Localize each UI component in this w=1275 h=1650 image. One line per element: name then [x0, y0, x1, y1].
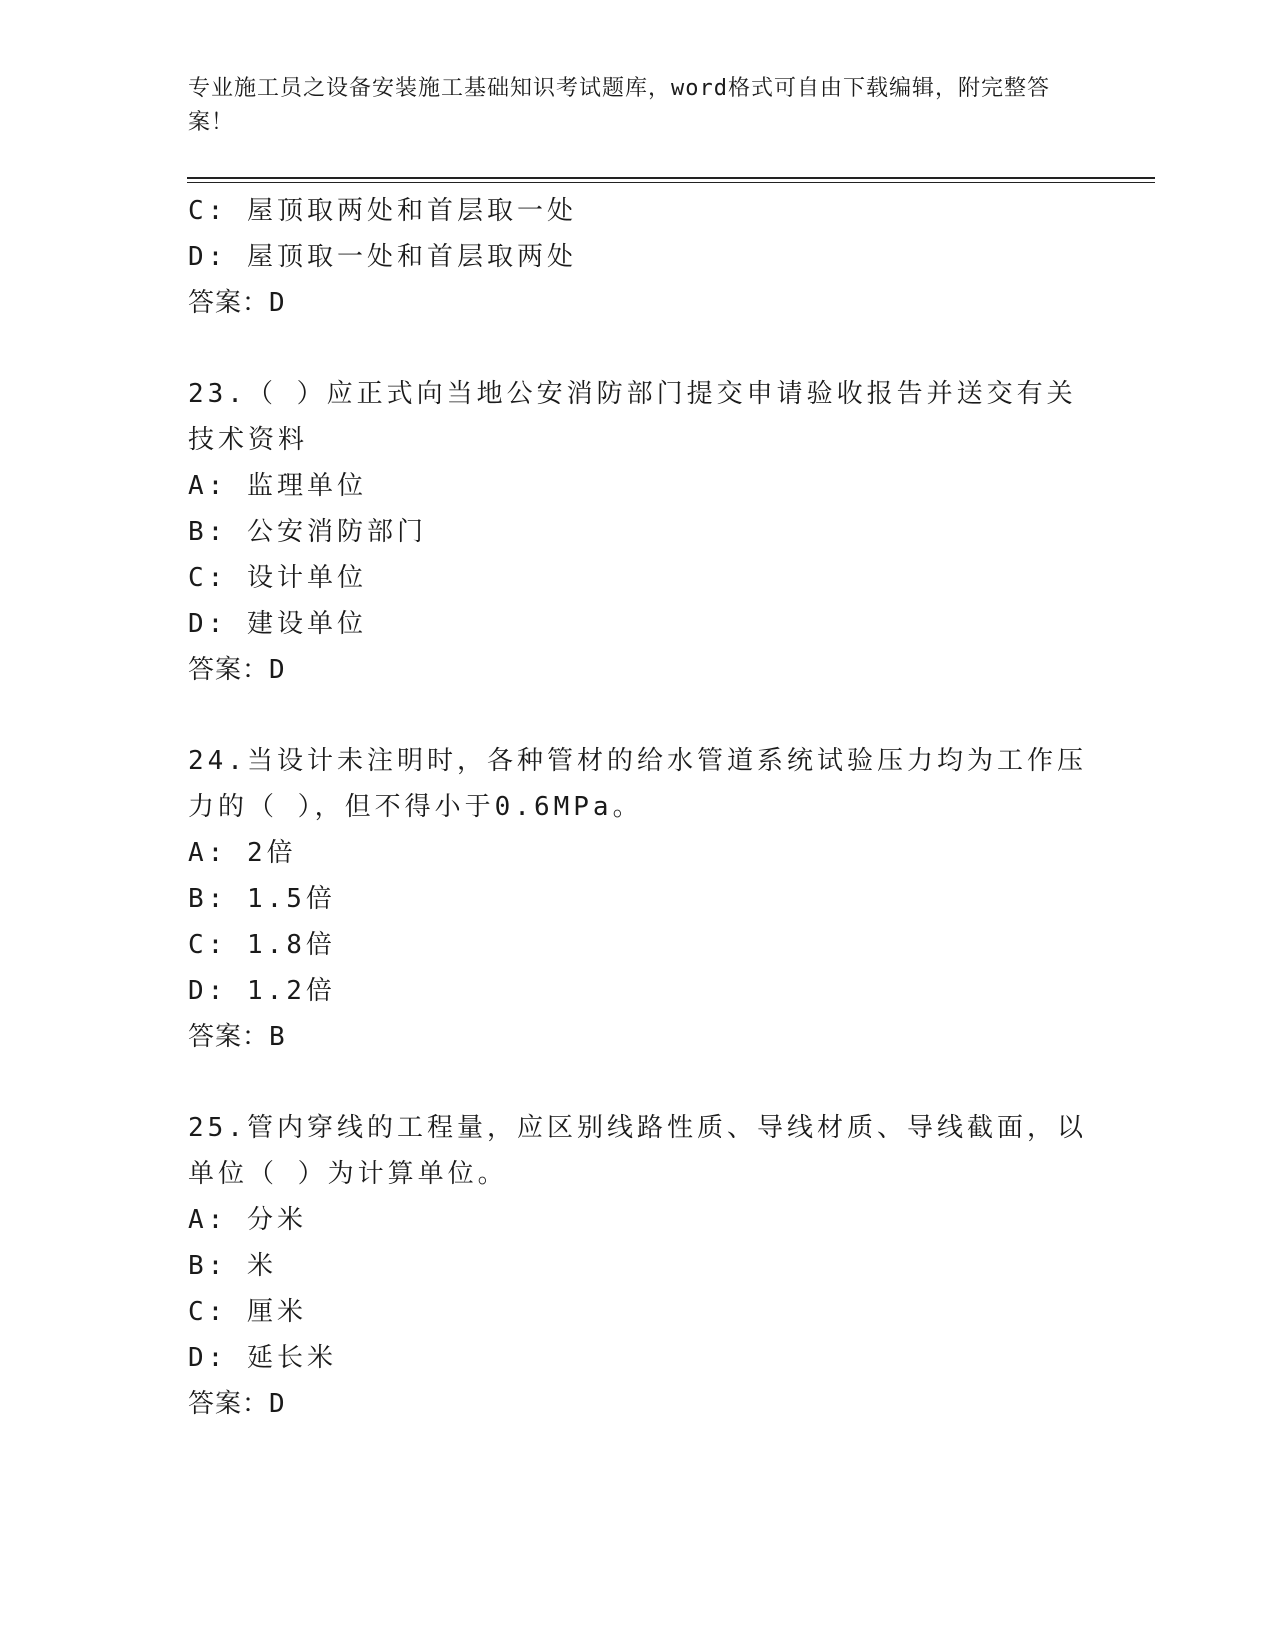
option-d: D: 建设单位 — [188, 609, 367, 639]
option-c: C: 厘米 — [188, 1297, 307, 1327]
option-b: B: 1.5倍 — [188, 884, 336, 914]
option-a: A: 监理单位 — [188, 471, 367, 501]
option-c: C: 屋顶取两处和首层取一处 — [188, 196, 577, 226]
question-25 — [188, 1105, 1088, 1427]
option-c: C: 1.8倍 — [188, 930, 336, 960]
option-d: D: 屋顶取一处和首层取两处 — [188, 242, 577, 272]
spacer — [188, 326, 1088, 371]
question-23 — [188, 371, 1088, 693]
spacer — [188, 693, 1088, 738]
question-text: 24.当设计未注明时，各种管材的给水管道系统试验压力均为工作压力的（ ），但不得小于0.6MPa。 — [188, 746, 1087, 822]
answer-line: 答案：B — [188, 1022, 286, 1052]
question-text: 23.（ ）应正式向当地公安消防部门提交申请验收报告并送交有关技术资料 — [188, 379, 1077, 455]
document-header: 专业施工员之设备安装施工基础知识考试题库，word格式可自由下载编辑，附完整答案！ — [188, 76, 1050, 135]
header-divider-thin — [187, 182, 1155, 183]
spacer — [188, 1060, 1088, 1105]
question-24 — [188, 738, 1088, 1060]
question-text: 25.管内穿线的工程量，应区别线路性质、导线材质、导线截面，以单位（ ）为计算单位。 — [188, 1113, 1087, 1189]
option-a: A: 分米 — [188, 1205, 307, 1235]
option-d: D: 延长米 — [188, 1343, 337, 1373]
option-c: C: 设计单位 — [188, 563, 367, 593]
header-divider-thick — [187, 177, 1155, 179]
answer-line: 答案：D — [188, 1389, 286, 1419]
option-b: B: 米 — [188, 1251, 277, 1281]
option-a: A: 2倍 — [188, 838, 297, 868]
answer-line: 答案：D — [188, 288, 286, 318]
option-b: B: 公安消防部门 — [188, 517, 427, 547]
question-content — [188, 188, 1088, 1427]
option-d: D: 1.2倍 — [188, 976, 336, 1006]
answer-line: 答案：D — [188, 655, 286, 685]
continued-question — [188, 188, 1088, 326]
